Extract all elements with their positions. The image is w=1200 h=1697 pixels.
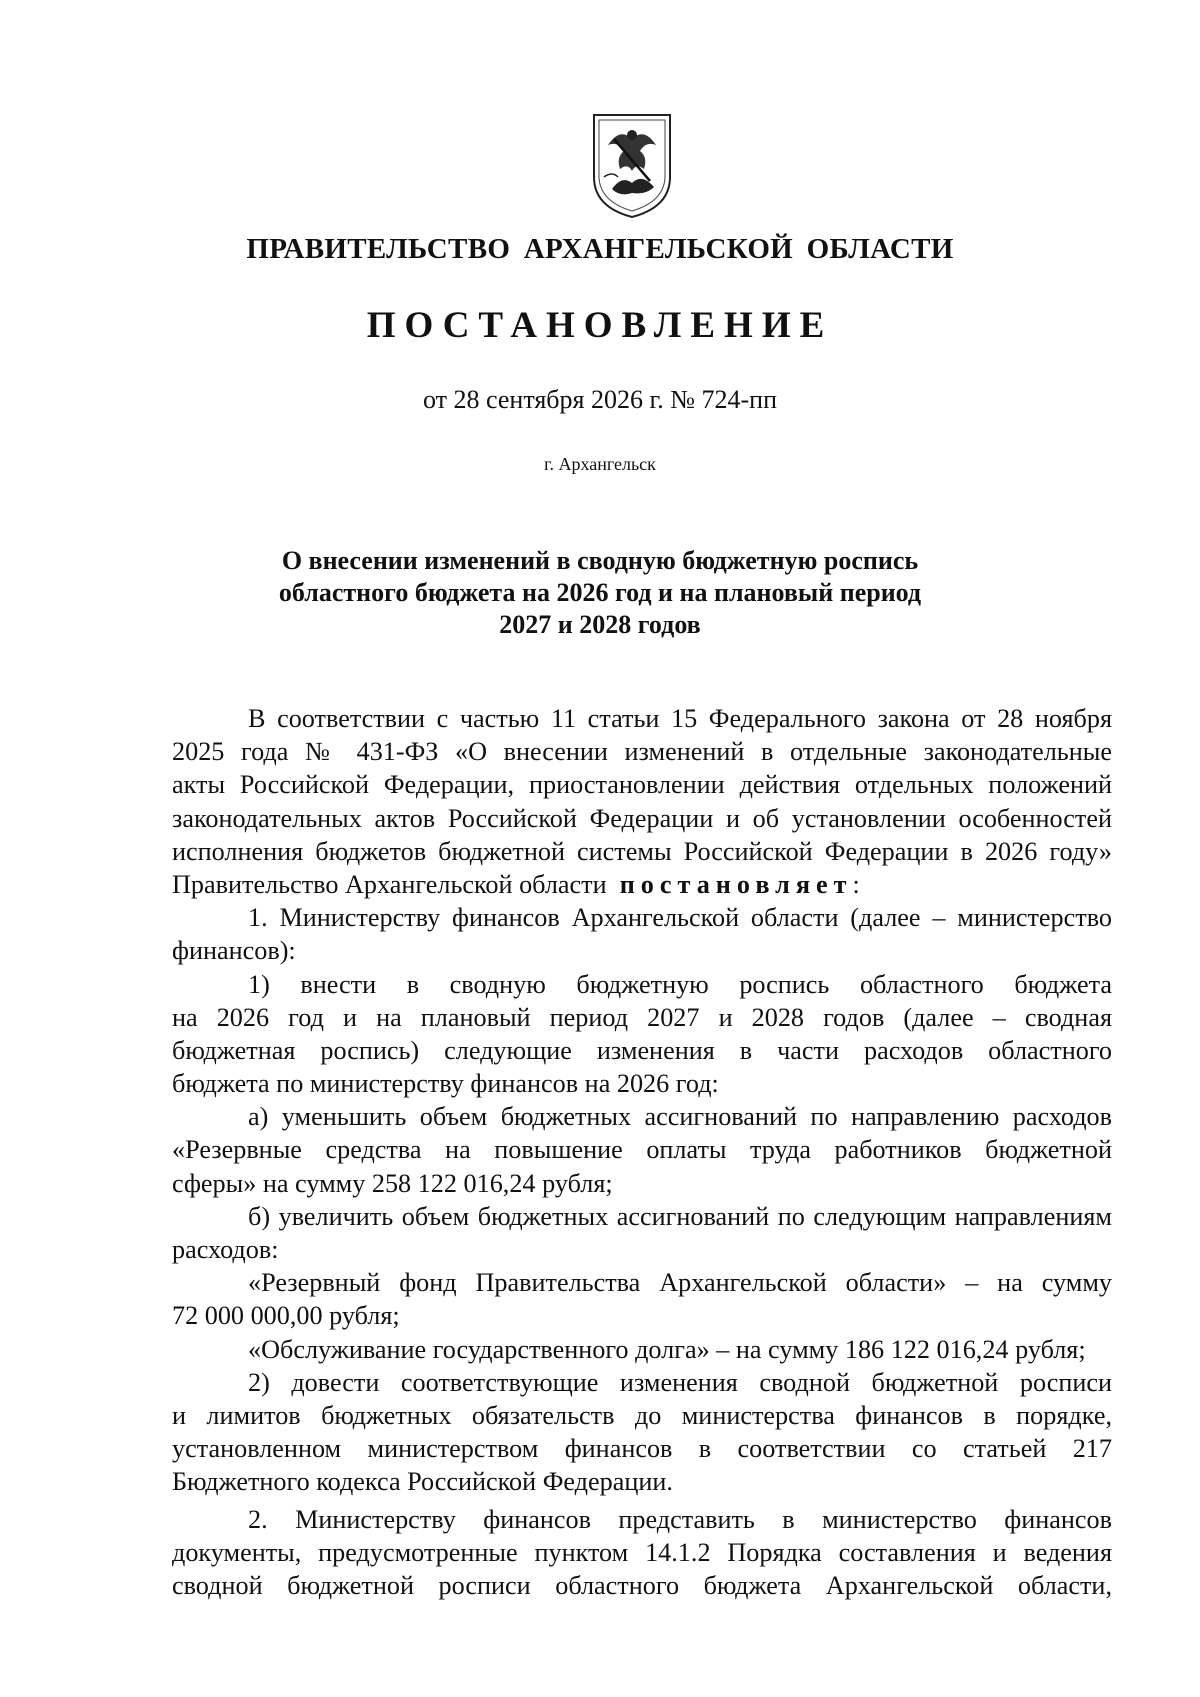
body-line: а) уменьшить объем бюджетных ассигнований по направлению расходов [248, 1102, 1112, 1132]
body-line: расходов: [172, 1235, 279, 1264]
body-line: финансов): [172, 936, 296, 966]
body-line: на 2026 год и на плановый период 2027 и 2028 годов (далее – сводная [172, 1002, 1112, 1032]
document-city: г. Архангельск [544, 454, 656, 474]
body-line: 72 000 000,00 рубля; [172, 1301, 400, 1331]
body-line [172, 868, 1112, 901]
document-title [0, 545, 1200, 641]
body-line: «Резервные средства на повышение оплаты труда работников бюджетной [172, 1135, 1112, 1165]
body-line: «Обслуживание государственного долга» – на сумму 186 122 016,24 рубля; [248, 1334, 1086, 1364]
body-line: акты Российской Федерации, приостановлении действия отдельных положений [172, 770, 1112, 800]
resolves-word: постановляет [619, 869, 853, 899]
body-text: Правительство Архангельской области [172, 869, 607, 899]
body-line: сводной бюджетной росписи областного бюджета Архангельской области, [172, 1570, 1112, 1600]
coat-of-arms-icon [590, 111, 674, 221]
government-name: ПРАВИТЕЛЬСТВО АРХАНГЕЛЬСКОЙ ОБЛАСТИ [246, 233, 954, 265]
document-type: ПОСТАНОВЛЕНИЕ [366, 305, 834, 346]
body-line: исполнения бюджетов бюджетной системы Российской Федерации в 2026 году» [172, 836, 1112, 866]
body-text: : [852, 869, 860, 899]
body-line: б) увеличить объем бюджетных ассигнований по следующим направлениям [248, 1201, 1112, 1231]
body-line: Бюджетного кодекса Российской Федерации. [172, 1467, 673, 1497]
body-line: 1. Министерству финансов Архангельской области (далее – министерство [248, 903, 1112, 933]
document-body [172, 702, 1112, 1602]
body-line: «Резервный фонд Правительства Архангельской области» – на сумму [248, 1268, 1112, 1298]
body-line: установленном министерством финансов в соответствии со статьей 217 [172, 1434, 1112, 1464]
title-line: 2027 и 2028 годов [499, 610, 701, 639]
body-line: сферы» на сумму 258 122 016,24 рубля; [172, 1168, 613, 1198]
body-line: 1) внести в сводную бюджетную роспись областного бюджета [248, 969, 1112, 999]
body-line: законодательных актов Российской Федерации и об установлении особенностей [172, 803, 1112, 833]
body-line: и лимитов бюджетных обязательств до министерства финансов в порядке, [172, 1400, 1112, 1430]
body-line: 2. Министерству финансов представить в министерство финансов [248, 1504, 1112, 1534]
title-line: О внесении изменений в сводную бюджетную роспись [281, 546, 919, 575]
body-line: 2) довести соответствующие изменения сводной бюджетной росписи [248, 1367, 1112, 1397]
body-line: 2025 года № 431-ФЗ «О внесении изменений в отдельные законодательные [172, 737, 1112, 767]
body-line: бюджета по министерству финансов на 2026 год: [172, 1069, 719, 1099]
body-line: В соответствии с частью 11 статьи 15 Федерального закона от 28 ноября [248, 704, 1112, 733]
body-line: бюджетная роспись) следующие изменения в части расходов областного [172, 1035, 1112, 1065]
document-date-number: от 28 сентября 2026 г. № 724-пп [422, 385, 778, 414]
body-line: документы, предусмотренные пунктом 14.1.2 Порядка составления и ведения [172, 1537, 1112, 1567]
title-line: областного бюджета на 2026 год и на плановый период [278, 578, 922, 607]
